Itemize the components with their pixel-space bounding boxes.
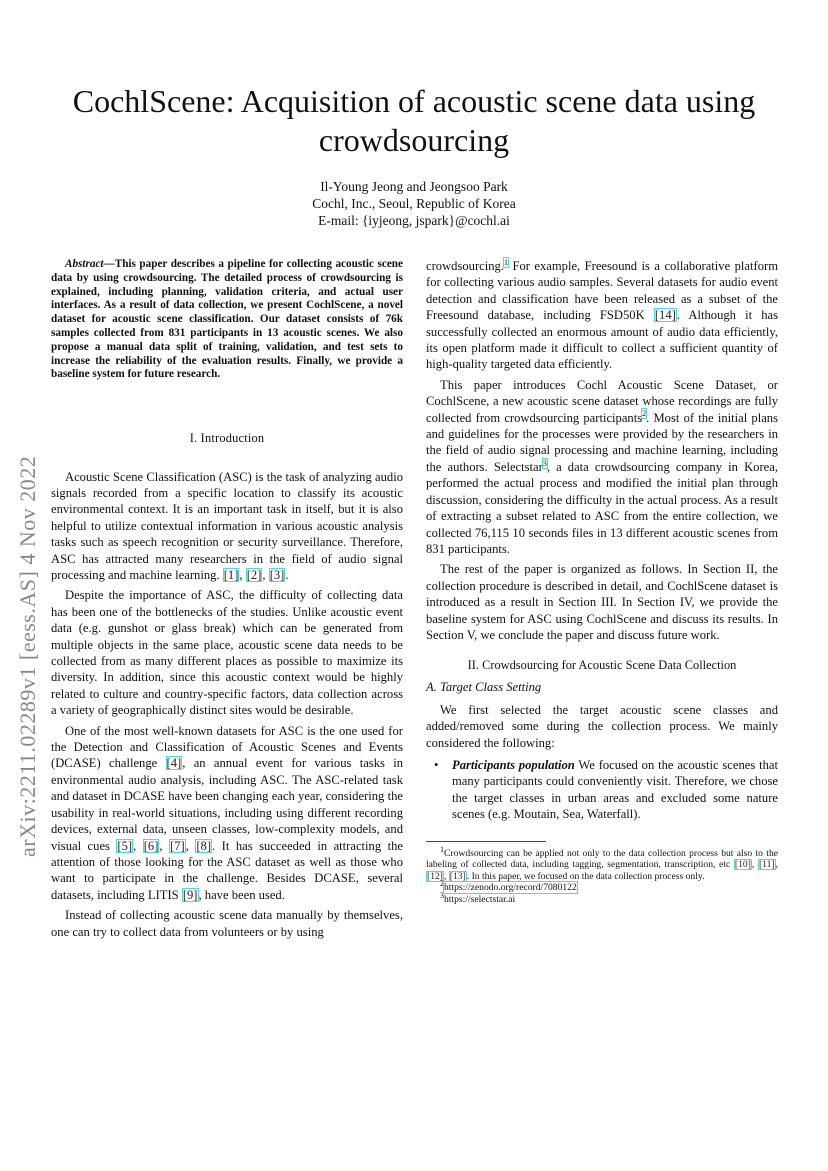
footnote-url[interactable]: https://selectstar.ai bbox=[444, 893, 516, 905]
bullet-icon: • bbox=[434, 757, 439, 772]
abstract-text: —This paper describes a pipeline for collecting acoustic scene data by using crowdsourcing. The detailed process of crowdsourcing is explained, including planning, validation criteria, and actual user interfaces. As a result of data collection, we present CochlScene, a novel dataset for acoustic scene classification. Our dataset consists of 76k samples collected from 831 participants in 13 acoustic scenes. We also propose a manual data split of training, validation, and test sets to increase the reliability of the evaluation results. Finally, we provide a baseline system for future research. bbox=[51, 258, 403, 381]
footnote-3: $^3$https://selectstar.ai bbox=[440, 890, 516, 905]
section-heading-introduction: I. Introduction bbox=[189, 431, 265, 446]
right-column bbox=[426, 258, 778, 906]
intro-paragraph-2: Despite the importance of ASC, the difficulty of collecting data has been one of the bottlenecks of the studies. Unlike acoustic event data (e.g. gunshot or glass break) which can be generated from multiple objects in the same place, acoustic scene data needs to be collected from as many different places as possible to maximize its diversity. In addition, since this acoustic context would be highly related to culture and country-specific factors, data collection across a variety of geographically distinct sites would be desirable. bbox=[51, 588, 403, 718]
citation-link[interactable]: [9] bbox=[182, 887, 198, 902]
footnote-1: $^1$Crowdsourcing can be applied not only to the data collection process but also to the labeling of collected data, including tagging, segmentation, transcription, etc [10], [11], [12], [13]. In this paper, we focused on the data collection process only. bbox=[426, 844, 778, 882]
intro-paragraph-3: One of the most well-known datasets for ASC is the one used for the Detection and Classification of Acoustic Scenes and Events (DCASE) challenge [4], an annual event for various tasks in environmental audio analysis, including ASC. The ASC-related task and dataset in DCASE have been changing each year, considering the usability in real-world situations, including using different recording devices, external data, unseen classes, low-complexity models, and visual cues [5], [6], [7], [8]. It has succeeded in attracting the attention of those looking for the ASC dataset as well as those who want to participate in the challenge. Besides DCASE, several datasets, including LITIS [9], have been used. bbox=[51, 723, 404, 902]
intro-paragraph-4: Instead of collecting acoustic scene data manually by themselves, one can try to collect data from volunteers or by using bbox=[51, 908, 403, 939]
intro-paragraph-1: Acoustic Scene Classification (ASC) is the task of analyzing audio signals recorded from a specific location to classify its acoustic environmental context. It is an important task in itself, but it is also helpful to utilize contextual information in various acoustic analysis tasks such as speech recognition or security surveillance. Therefore, ASC has attracted many researchers in the field of audio signal processing and machine learning. [1], [2], [3]. bbox=[51, 469, 403, 583]
citation-link[interactable]: [1] bbox=[223, 568, 239, 583]
abstract-lead: Abstract bbox=[65, 258, 104, 270]
section-heading-crowdsourcing: II. Crowdsourcing for Acoustic Scene Data Collection bbox=[467, 658, 737, 673]
affiliation: Cochl, Inc., Seoul, Republic of Korea bbox=[312, 196, 516, 211]
footnote-ref[interactable]: 2 bbox=[642, 409, 647, 419]
citation-link[interactable]: [8] bbox=[196, 838, 212, 853]
citation-link[interactable]: [5] bbox=[117, 838, 133, 853]
arxiv-watermark: arXiv:2211.02289v1 [eess.AS] 4 Nov 2022 bbox=[15, 455, 40, 857]
intro-paragraph-7: The rest of the paper is organized as follows. In Section II, the collection procedure is described in detail, and CochlScene dataset is introduced as a result in Section III. In Section IV, we provide the baseline system for ASC using CochlScene and discuss its results. In Section V, we conclude the paper and discuss future work. bbox=[426, 562, 778, 642]
left-column bbox=[51, 258, 403, 940]
citation-link[interactable]: [2] bbox=[246, 568, 262, 583]
citation-link[interactable]: [14] bbox=[654, 308, 676, 323]
intro-paragraph-5: crowdsourcing.$^1$ For example, Freesound is a collaborative platform for collecting various audio samples. Several datasets for audio event detection and classification have been released as a subset of the Freesound database, including FSD50K [14]. Although it has successfully collected an enormous amount of audio data efficiently, its open platform made it difficult to collect a sufficient quantity of high-quality targeted data efficiently. bbox=[426, 257, 778, 372]
author-block bbox=[60, 178, 768, 229]
footnote-ref[interactable]: 1 bbox=[504, 257, 508, 267]
subsection-heading: A. Target Class Setting bbox=[426, 680, 542, 695]
paper-title: CochlScene: Acquisition of acoustic scene data using crowdsourcing bbox=[72, 83, 756, 158]
footnote-divider bbox=[426, 841, 546, 842]
footnote-url[interactable]: https://zenodo.org/record/7080122 bbox=[444, 882, 577, 894]
footnotes bbox=[426, 844, 778, 906]
citation-link[interactable]: [3] bbox=[269, 568, 285, 583]
email: E-mail: {iyjeong, jspark}@cochl.ai bbox=[318, 213, 510, 228]
citation-link[interactable]: [12] bbox=[427, 870, 443, 882]
section2-paragraph-1: We first selected the target acoustic scene classes and added/removed some during the collection process. We mainly considered the following: bbox=[426, 702, 778, 750]
citation-link[interactable]: [11] bbox=[758, 859, 775, 871]
abstract bbox=[51, 258, 403, 382]
list-item: • Participants population We focused on the acoustic scenes that many participants could conveniently visit. Therefore, we chose the target classes in urban areas and excluded some nature scenes (e.g. Moutain, Sea, Waterfall). bbox=[434, 757, 778, 822]
citation-link[interactable]: [7] bbox=[170, 838, 185, 853]
citation-link[interactable]: [10] bbox=[734, 859, 751, 871]
bullet-title: Participants population bbox=[452, 757, 575, 772]
author-names: Il-Young Jeong and Jeongsoo Park bbox=[320, 179, 508, 194]
citation-link[interactable]: [6] bbox=[143, 838, 159, 853]
citation-link[interactable]: [4] bbox=[166, 756, 182, 771]
citation-link[interactable]: [13] bbox=[449, 870, 466, 882]
intro-paragraph-6: This paper introduces Cochl Acoustic Scene Dataset, or CochlScene, a new acoustic scene dataset whose recordings are fully collected from crowdsourcing participants$^2$. Most of the initial plans and guidelines for the processes were provided by the researchers in the field of audio signal processing and machine learning, including the authors. Selectstar$^3$, a data crowdsourcing company in Korea, performed the actual process and modified the initial plan through discussion, considering the difficulty in the actual process. As a result of extracting a subset related to ASC from the entire collection, we collected 76,115 10 seconds files in 13 different acoustic scenes from 831 participants. bbox=[426, 377, 778, 556]
footnote-ref[interactable]: 3 bbox=[542, 458, 547, 468]
bullet-list bbox=[426, 757, 778, 823]
footnote-2: $^2$https://zenodo.org/record/7080122 bbox=[440, 879, 577, 894]
